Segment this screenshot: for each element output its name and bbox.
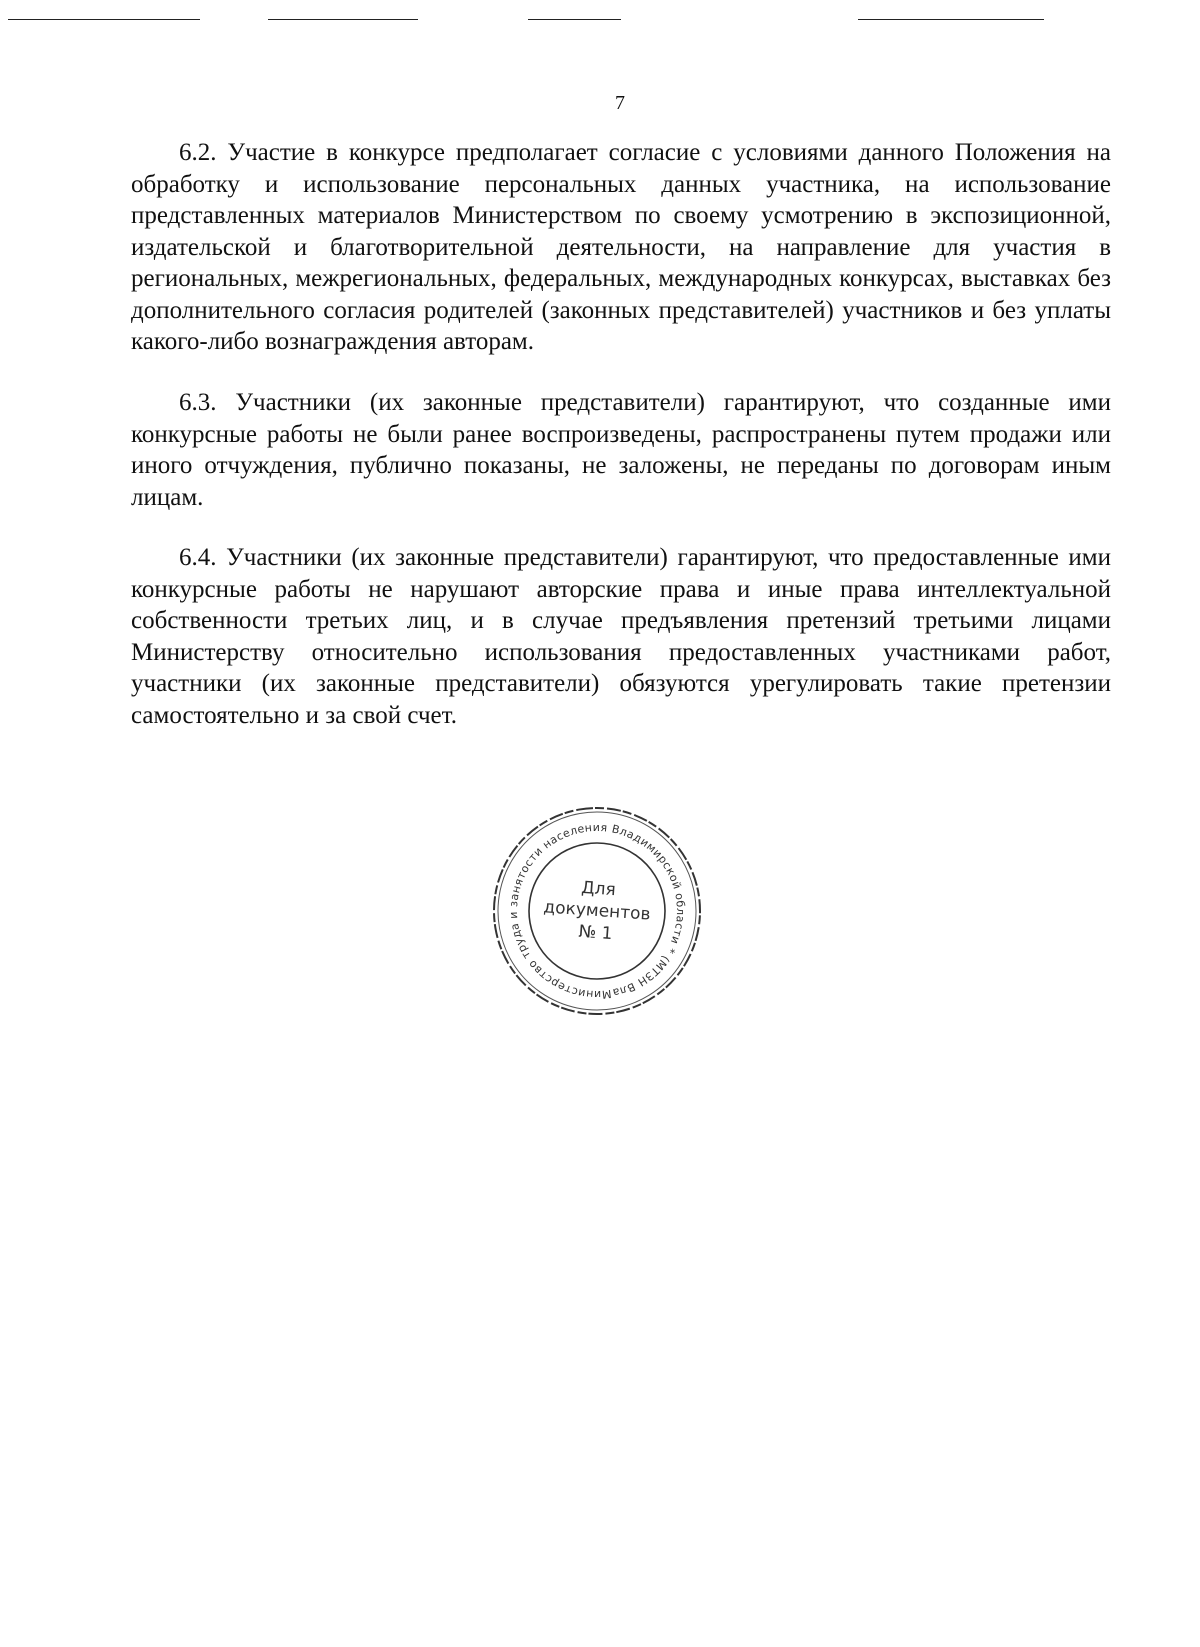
scan-line-4	[858, 19, 1044, 20]
stamp-line-2: документов	[542, 897, 652, 925]
scan-line-1	[8, 19, 200, 20]
paragraph-6-4: 6.4. Участники (их законные представители) гарантируют, что предоставленные ими конкурсные работы не нарушают авторские права и иные права интеллектуальной собственности третьих лиц, и в случае предъявления претензий третьими лицами Министерству относительно использования предоставленных участниками работ, участники (их законные представители) обязуются урегулировать такие претензии самостоятельно и за свой счет.	[131, 544, 1111, 729]
page-number: 7	[615, 92, 625, 114]
paragraph-6-2: 6.2. Участие в конкурсе предполагает согласие с условиями данного Положения на обработку и использование персональных данных участника, на использование представленных материалов Министерством по своему усмотрению в экспозиционной, издательской и благотворительной деятельности, на направление для участия в региональных, межрегиональных, федеральных, международных конкурсах, выставках без дополнительного согласия родителей (законных представителей) участников и без уплаты какого-либо вознаграждения авторам.	[131, 139, 1111, 355]
stamp-center	[479, 793, 716, 1030]
stamp-ring-text: Министерство труда и занятости населения Владимирской области * (МТЗН Владимирской	[506, 820, 688, 1002]
scan-line-2	[268, 19, 418, 20]
paragraph-6-3: 6.3. Участники (их законные представители) гарантируют, что созданные ими конкурсные работы не были ранее воспроизведены, распространены путем продажи или иного отчуждения, публично показаны, не заложены, не переданы по договорам иным лицам.	[131, 389, 1111, 511]
stamp-line-1: Для	[580, 877, 617, 901]
stamp-line-3: № 1	[577, 921, 614, 945]
scan-line-3	[528, 19, 621, 20]
official-stamp	[486, 800, 708, 1022]
